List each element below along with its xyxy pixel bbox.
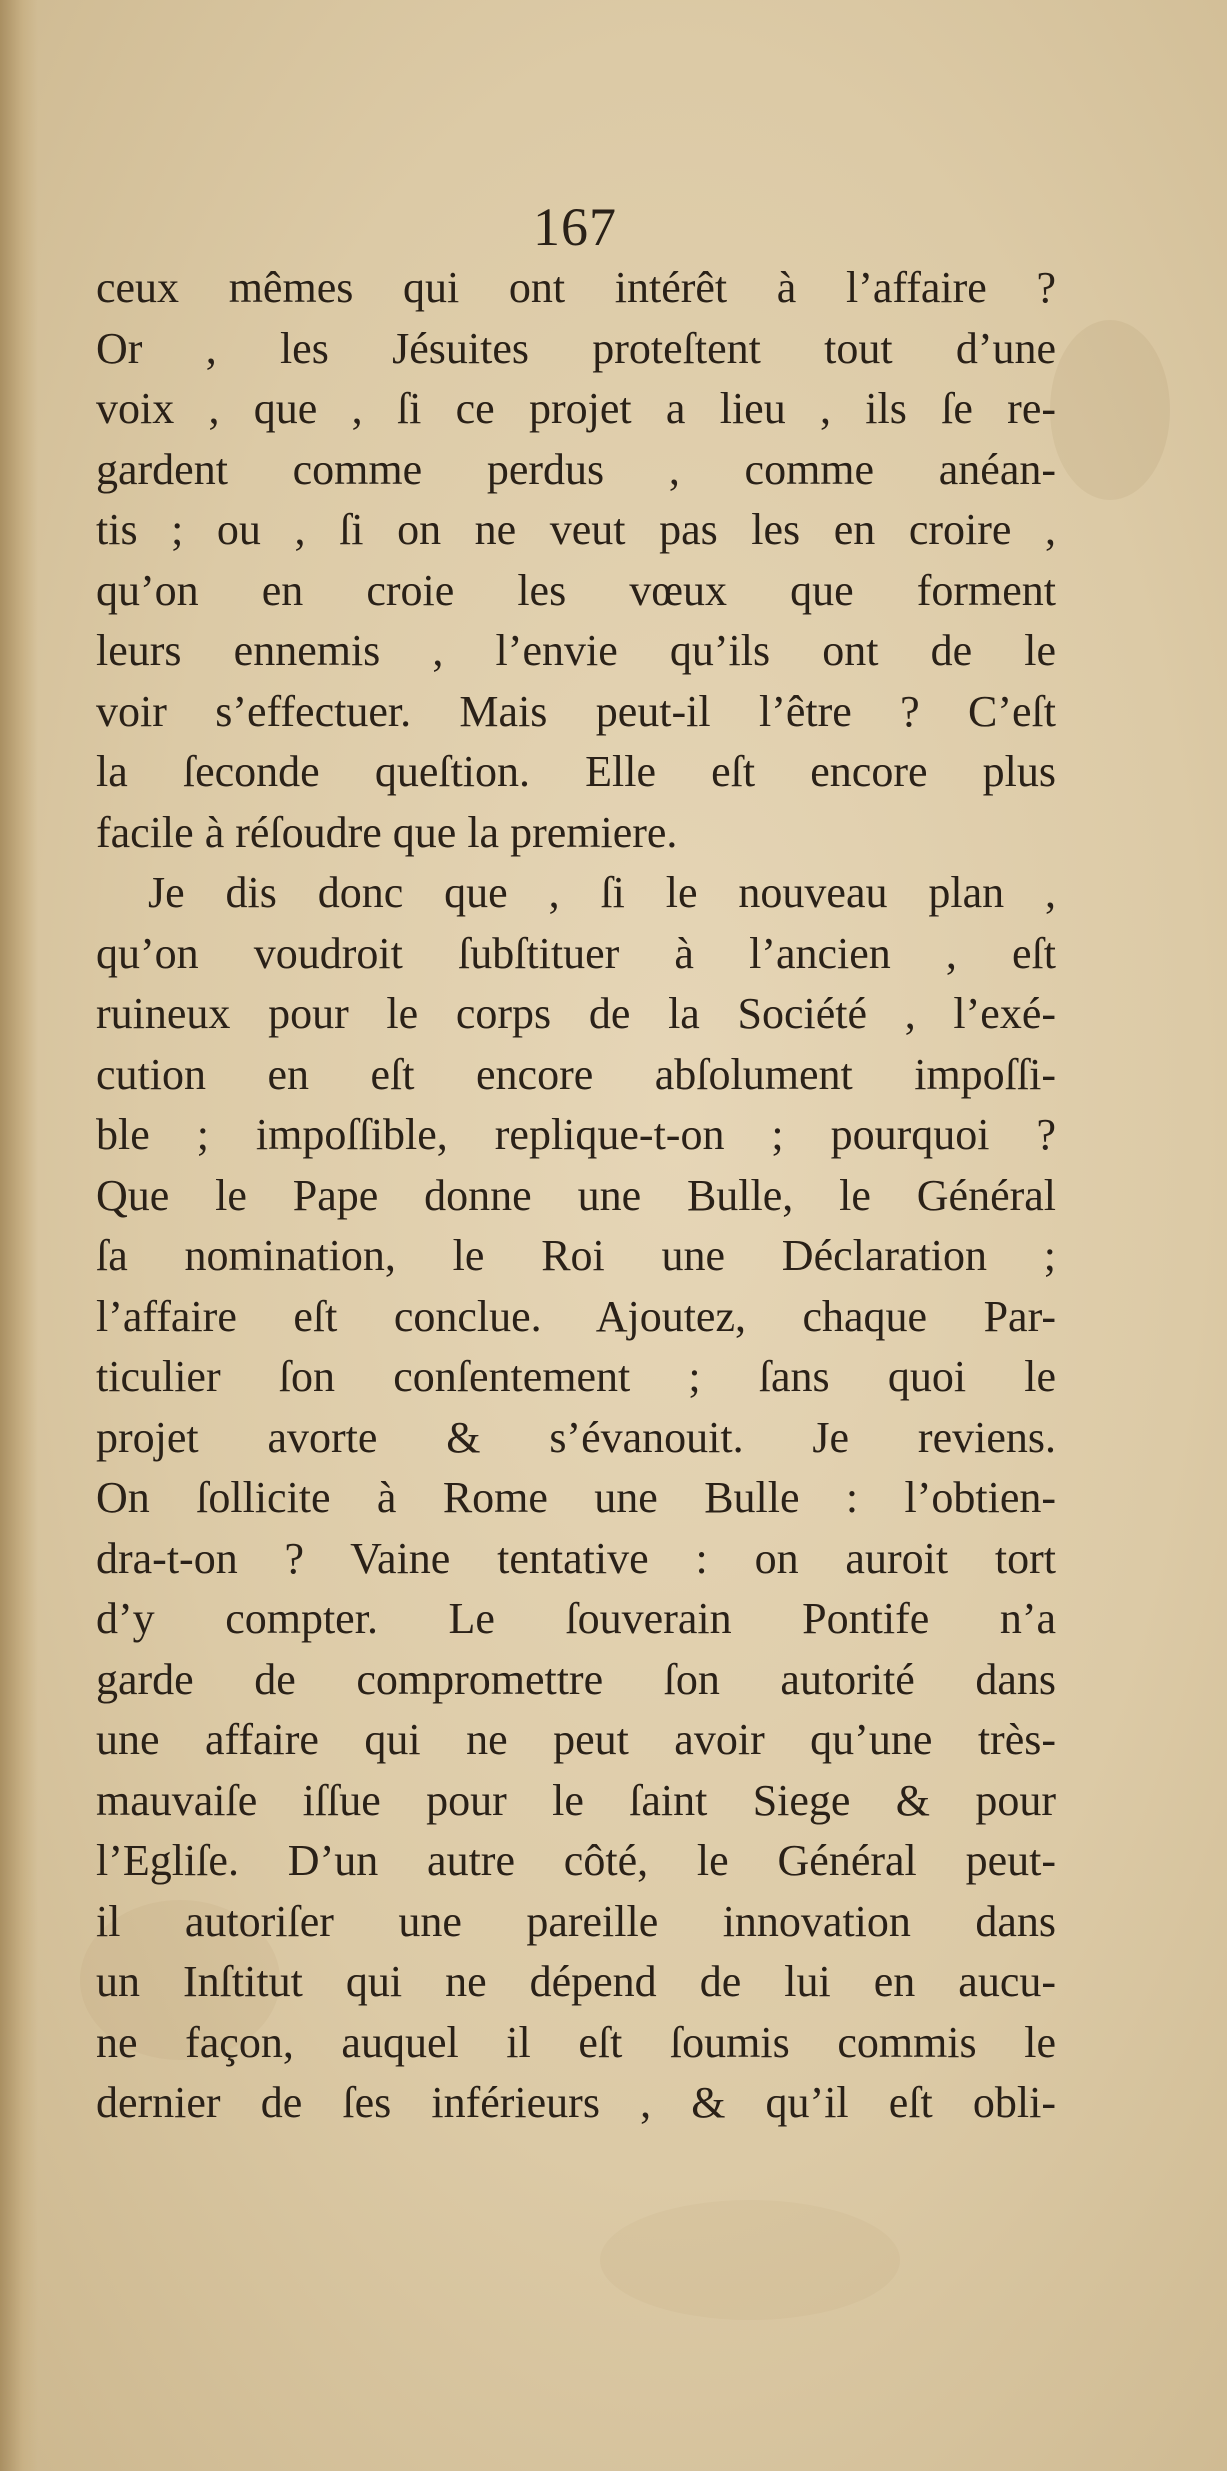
text-line: l’affaire eſt conclue. Ajoutez, chaque Par-: [96, 1291, 1056, 1341]
text-line: qu’on voudroit ſubſtituer à l’ancien , eſt: [96, 928, 1056, 978]
text-line: facile à réſoudre que la premiere.: [96, 807, 678, 857]
text-line: projet avorte & s’évanouit. Je reviens.: [96, 1412, 1056, 1462]
text-line: ble ; impoſſible, replique-t-on ; pourquoi ?: [96, 1110, 1056, 1159]
text-line: ticulier ſon conſentement ; ſans quoi le: [96, 1352, 1056, 1401]
text-line: dra-t-on ? Vaine tentative : on auroit tort: [96, 1533, 1056, 1583]
text-line: voir s’effectuer. Mais peut-il l’être ? C’eſt: [96, 686, 1056, 736]
text-line: d’y compter. Le ſouverain Pontife n’a: [96, 1594, 1056, 1643]
text-line: ne façon, auquel il eſt ſoumis commis le: [96, 2017, 1056, 2067]
text-line: leurs ennemis , l’envie qu’ils ont de le: [96, 626, 1056, 675]
text-line: mauvaiſe iſſue pour le ſaint Siege & pour: [96, 1775, 1056, 1825]
text-line: ruineux pour le corps de la Société , l’exé-: [96, 989, 1056, 1038]
text-line: On ſollicite à Rome une Bulle : l’obtien-: [96, 1473, 1056, 1522]
text-line: voix , que , ſi ce projet a lieu , ils ſe re-: [96, 384, 1056, 433]
page-number: 167: [533, 197, 617, 257]
text-line: garde de compromettre ſon autorité dans: [96, 1654, 1056, 1704]
text-line: Que le Pape donne une Bulle, le Général: [96, 1170, 1056, 1220]
text-line: dernier de ſes inférieurs , & qu’il eſt obli-: [96, 2078, 1056, 2127]
text-line: Je dis donc que , ſi le nouveau plan ,: [148, 868, 1056, 917]
text-line: un Inſtitut qui ne dépend de lui en aucu-: [96, 1957, 1056, 2006]
text-line: gardent comme perdus , comme anéan-: [96, 444, 1056, 494]
text-line: cution en eſt encore abſolument impoſſi-: [96, 1049, 1056, 1099]
text-line: Or , les Jésuites proteſtent tout d’une: [96, 323, 1056, 373]
spine-shadow: [0, 0, 38, 2471]
text-line: l’Egliſe. D’un autre côté, le Général peut-: [96, 1836, 1056, 1885]
text-line: il autoriſer une pareille innovation dans: [96, 1896, 1056, 1946]
paper-stain: [600, 2200, 900, 2320]
text-line: la ſeconde queſtion. Elle eſt encore plus: [96, 747, 1056, 796]
text-line: une affaire qui ne peut avoir qu’une très-: [96, 1715, 1056, 1764]
text-line: ceux mêmes qui ont intérêt à l’affaire ?: [96, 263, 1056, 312]
body-text: [96, 258, 1056, 2134]
paper-stain: [1050, 320, 1170, 500]
text-line: ſa nomination, le Roi une Déclaration ;: [96, 1231, 1056, 1280]
text-line: tis ; ou , ſi on ne veut pas les en croire ,: [96, 505, 1056, 554]
text-line: qu’on en croie les vœux que forment: [96, 565, 1056, 615]
